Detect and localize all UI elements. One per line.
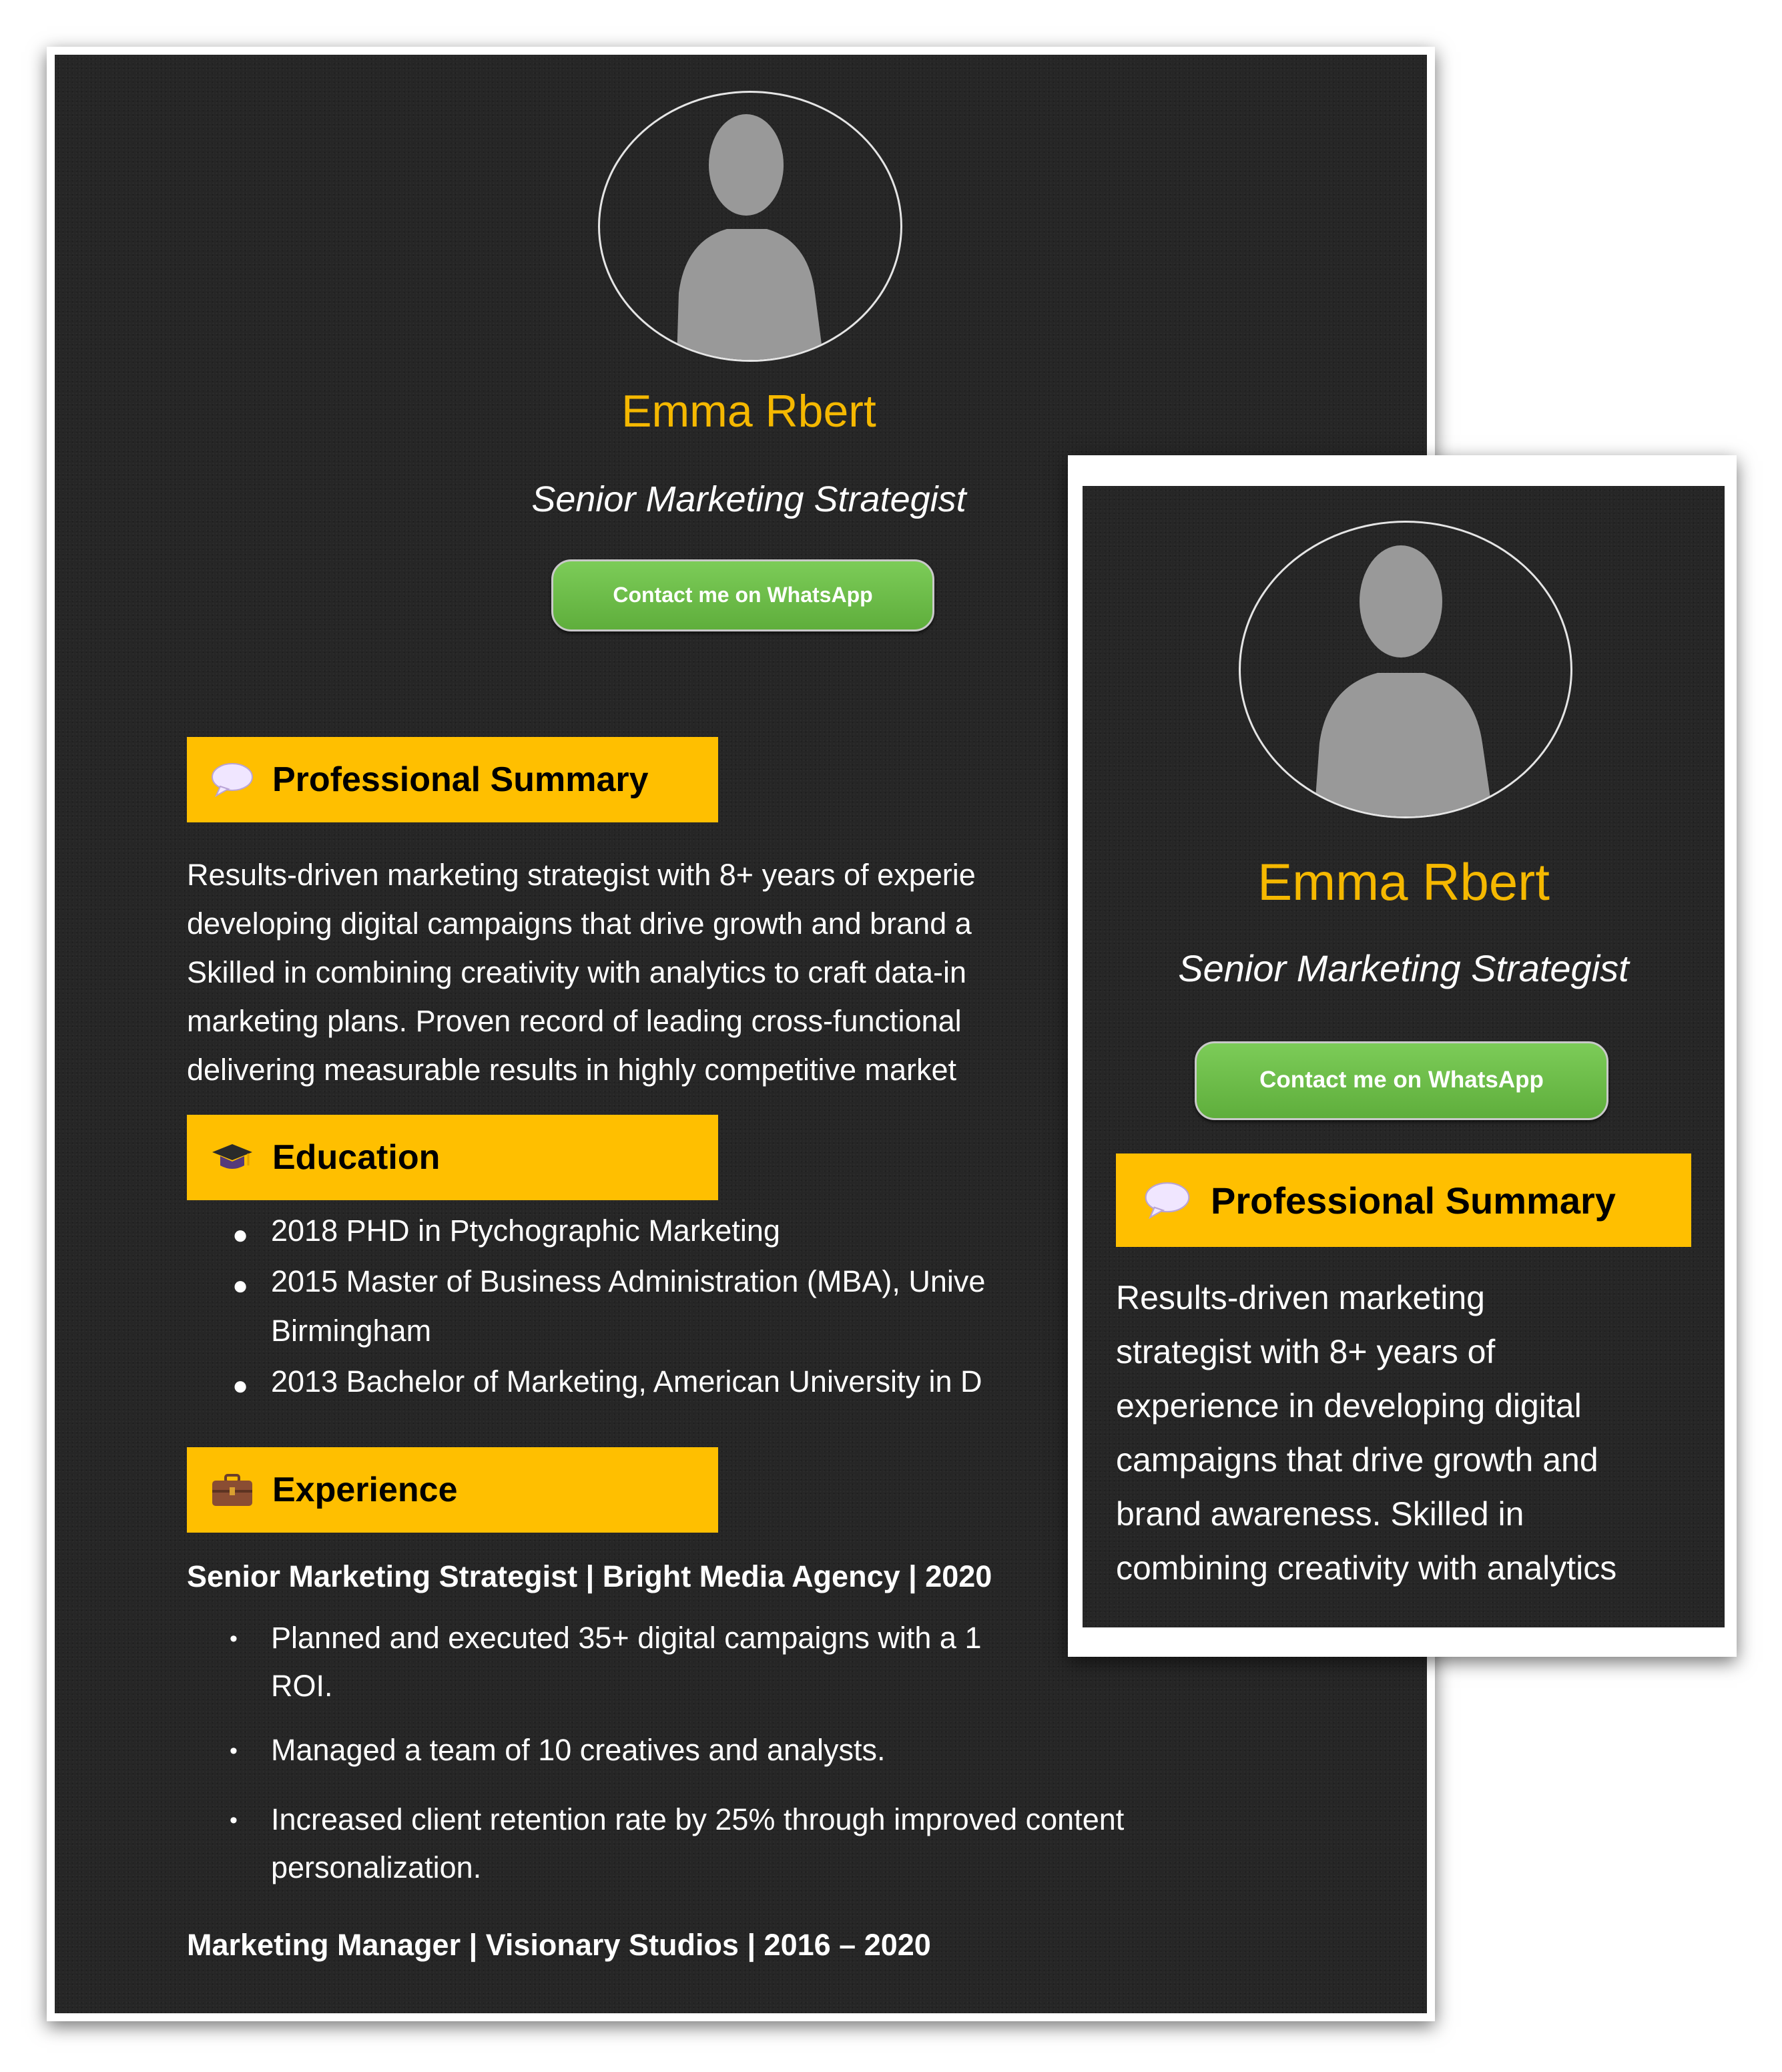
bullet: • (230, 1808, 238, 1833)
whatsapp-contact-button[interactable]: Contact me on WhatsApp (551, 559, 934, 631)
education-item: 2015 Master of Business Administration (MBA), Unive (271, 1264, 986, 1298)
summary-text (187, 850, 976, 1094)
experience-title: Marketing Manager | Visionary Studios | 2016 – 2020 (187, 1928, 931, 1962)
education-item: 2013 Bachelor of Marketing, American University in D (271, 1364, 982, 1398)
bullet: ● (232, 1371, 249, 1400)
summary-line: Results-driven marketing (1116, 1279, 1485, 1316)
speech-bubble-icon (1144, 1182, 1191, 1219)
experience-item: Planned and executed 35+ digital campaigns with a 1 (271, 1621, 982, 1655)
speech-bubble-icon (211, 762, 254, 797)
experience-heading (187, 1447, 718, 1533)
candidate-name: Emma Rbert (621, 386, 876, 437)
bullet: ● (232, 1271, 249, 1300)
summary-heading (1116, 1153, 1691, 1247)
bullet: • (230, 1626, 238, 1651)
person-silhouette-icon (1241, 523, 1570, 816)
experience-item-continued: personalization. (271, 1850, 482, 1884)
summary-line: experience in developing digital (1116, 1387, 1582, 1424)
summary-line: Skilled in combining creativity with analytics to craft data-in (187, 955, 967, 989)
bullet: ● (232, 1220, 249, 1250)
summary-line: delivering measurable results in highly competitive market (187, 1053, 957, 1087)
briefcase-icon (211, 1473, 254, 1507)
summary-line: Results-driven marketing strategist with 8+ years of experie (187, 858, 976, 892)
candidate-name: Emma Rbert (1257, 852, 1550, 911)
summary-line: marketing plans. Proven record of leading cross-functional (187, 1004, 962, 1038)
experience-item-continued: ROI. (271, 1669, 333, 1703)
avatar (1239, 521, 1572, 818)
mobile-resume-page (1083, 486, 1725, 1627)
candidate-role: Senior Marketing Strategist (531, 479, 966, 519)
mobile-preview-frame (1068, 455, 1737, 1657)
summary-line: combining creativity with analytics (1116, 1549, 1617, 1587)
summary-heading-label: Professional Summary (272, 760, 649, 799)
candidate-role: Senior Marketing Strategist (1178, 947, 1629, 989)
bullet: • (230, 1738, 238, 1764)
person-silhouette-icon (600, 93, 900, 360)
experience-item: Increased client retention rate by 25% through improved content (271, 1802, 1125, 1836)
graduation-cap-icon (211, 1140, 254, 1175)
summary-heading (187, 737, 718, 822)
experience-title: Senior Marketing Strategist | Bright Media Agency | 2020 (187, 1559, 992, 1593)
summary-line: developing digital campaigns that drive growth and brand a (187, 906, 972, 941)
education-item: 2018 PHD in Ptychographic Marketing (271, 1214, 780, 1248)
avatar (598, 91, 902, 362)
education-heading-label: Education (272, 1138, 440, 1177)
summary-heading-label: Professional Summary (1211, 1179, 1616, 1222)
summary-line: strategist with 8+ years of (1116, 1333, 1496, 1370)
education-heading (187, 1115, 718, 1200)
experience-item: Managed a team of 10 creatives and analysts. (271, 1733, 886, 1767)
whatsapp-contact-button[interactable]: Contact me on WhatsApp (1195, 1041, 1608, 1120)
experience-heading-label: Experience (272, 1471, 458, 1509)
summary-text (1116, 1271, 1616, 1595)
summary-line: brand awareness. Skilled in (1116, 1495, 1524, 1533)
summary-line: campaigns that drive growth and (1116, 1441, 1598, 1479)
education-item-continued: Birmingham (271, 1314, 432, 1348)
